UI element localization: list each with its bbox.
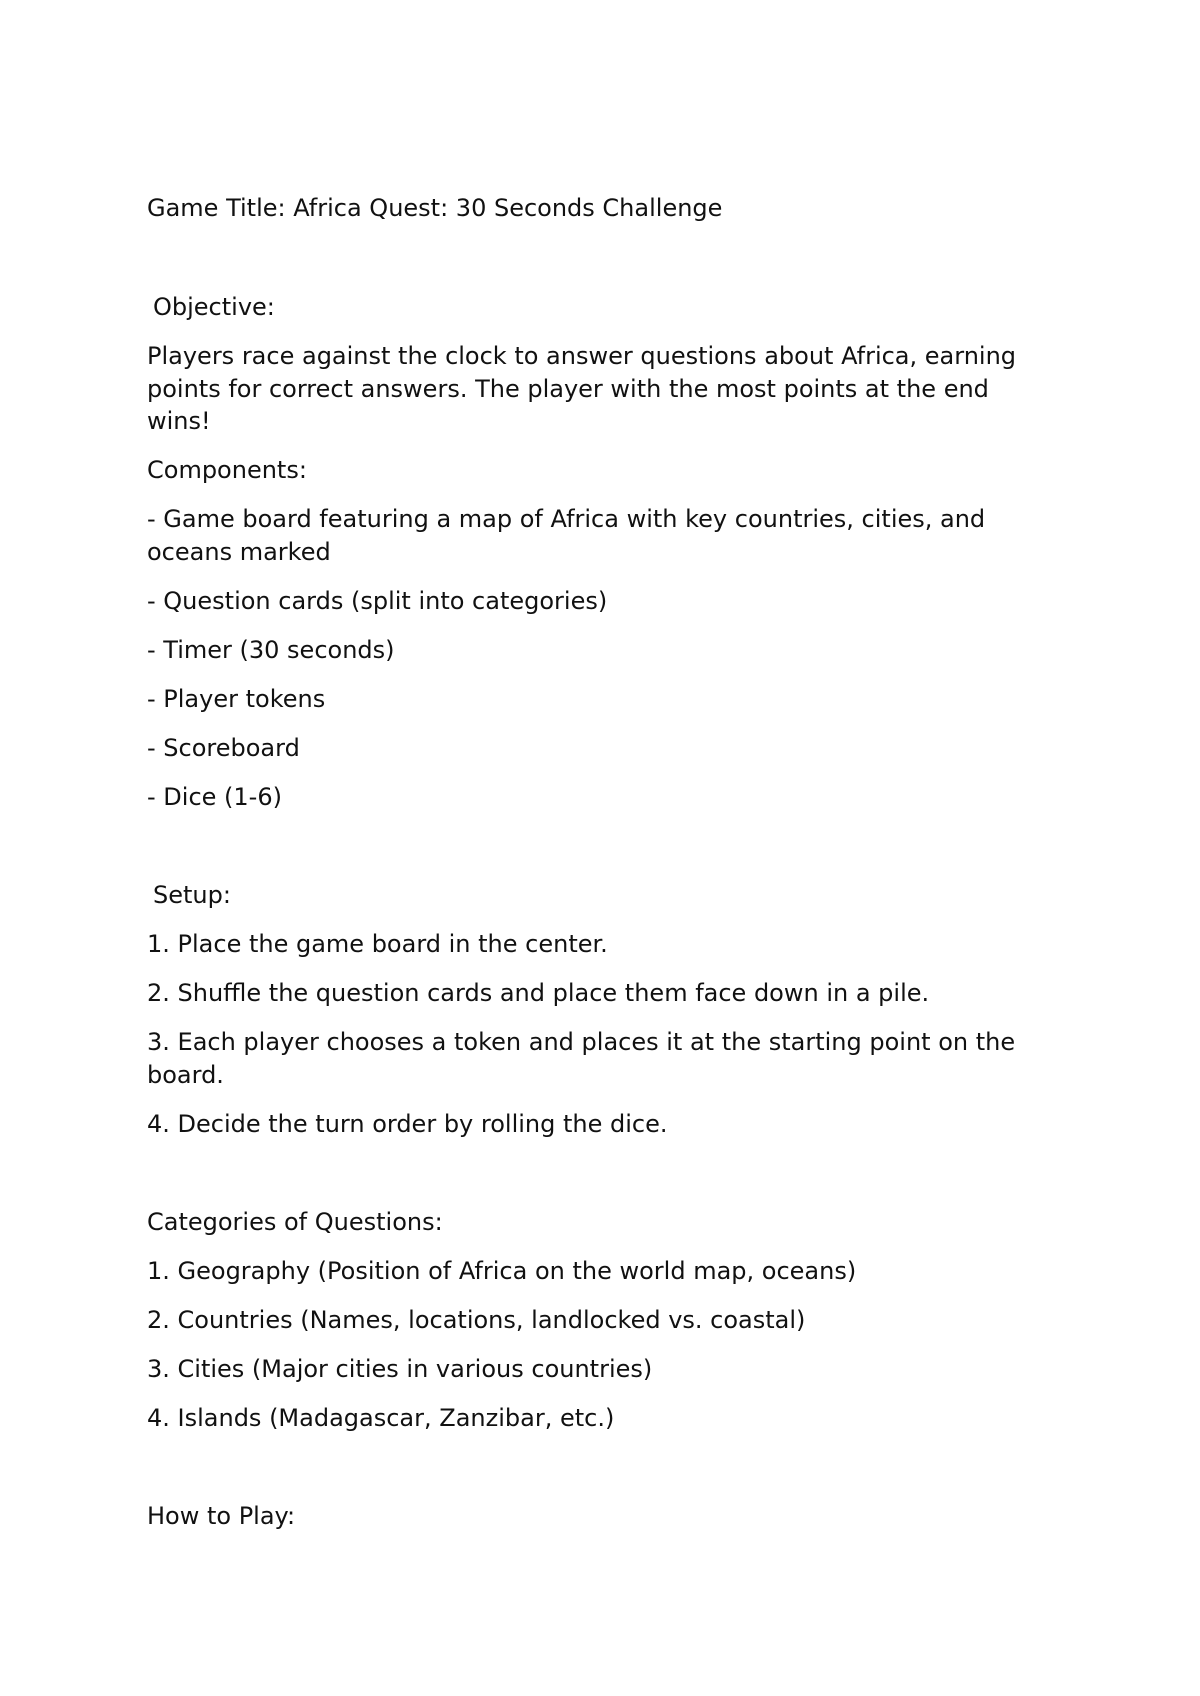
setup-item: board.	[147, 1061, 224, 1089]
component-item: - Timer (30 seconds)	[147, 636, 395, 664]
objective-line: Players race against the clock to answer questions about Africa, earning	[147, 342, 1017, 370]
objective-line: points for correct answers. The player with the most points at the end	[147, 375, 989, 403]
setup-item: 4. Decide the turn order by rolling the dice.	[147, 1110, 668, 1138]
component-item: - Scoreboard	[147, 734, 300, 762]
component-item: - Question cards (split into categories)	[147, 587, 608, 615]
component-item: - Dice (1-6)	[147, 783, 282, 811]
category-item: 4. Islands (Madagascar, Zanzibar, etc.)	[147, 1404, 615, 1432]
category-item: 3. Cities (Major cities in various countries)	[147, 1355, 653, 1383]
setup-item: 1. Place the game board in the center.	[147, 930, 608, 958]
setup-item: 2. Shuffle the question cards and place them face down in a pile.	[147, 979, 930, 1007]
objective-line: wins!	[147, 407, 211, 435]
component-item: oceans marked	[147, 538, 331, 566]
category-item: 1. Geography (Position of Africa on the world map, oceans)	[147, 1257, 857, 1285]
how-to-play-heading: How to Play:	[147, 1502, 296, 1530]
categories-heading: Categories of Questions:	[147, 1208, 443, 1236]
objective-heading: Objective:	[153, 293, 275, 321]
components-heading: Components:	[147, 456, 307, 484]
game-title: Game Title: Africa Quest: 30 Seconds Challenge	[147, 194, 723, 222]
setup-item: 3. Each player chooses a token and places it at the starting point on the	[147, 1028, 1016, 1056]
setup-heading: Setup:	[153, 881, 231, 909]
category-item: 2. Countries (Names, locations, landlocked vs. coastal)	[147, 1306, 806, 1334]
component-item: - Game board featuring a map of Africa with key countries, cities, and	[147, 505, 986, 533]
component-item: - Player tokens	[147, 685, 326, 713]
